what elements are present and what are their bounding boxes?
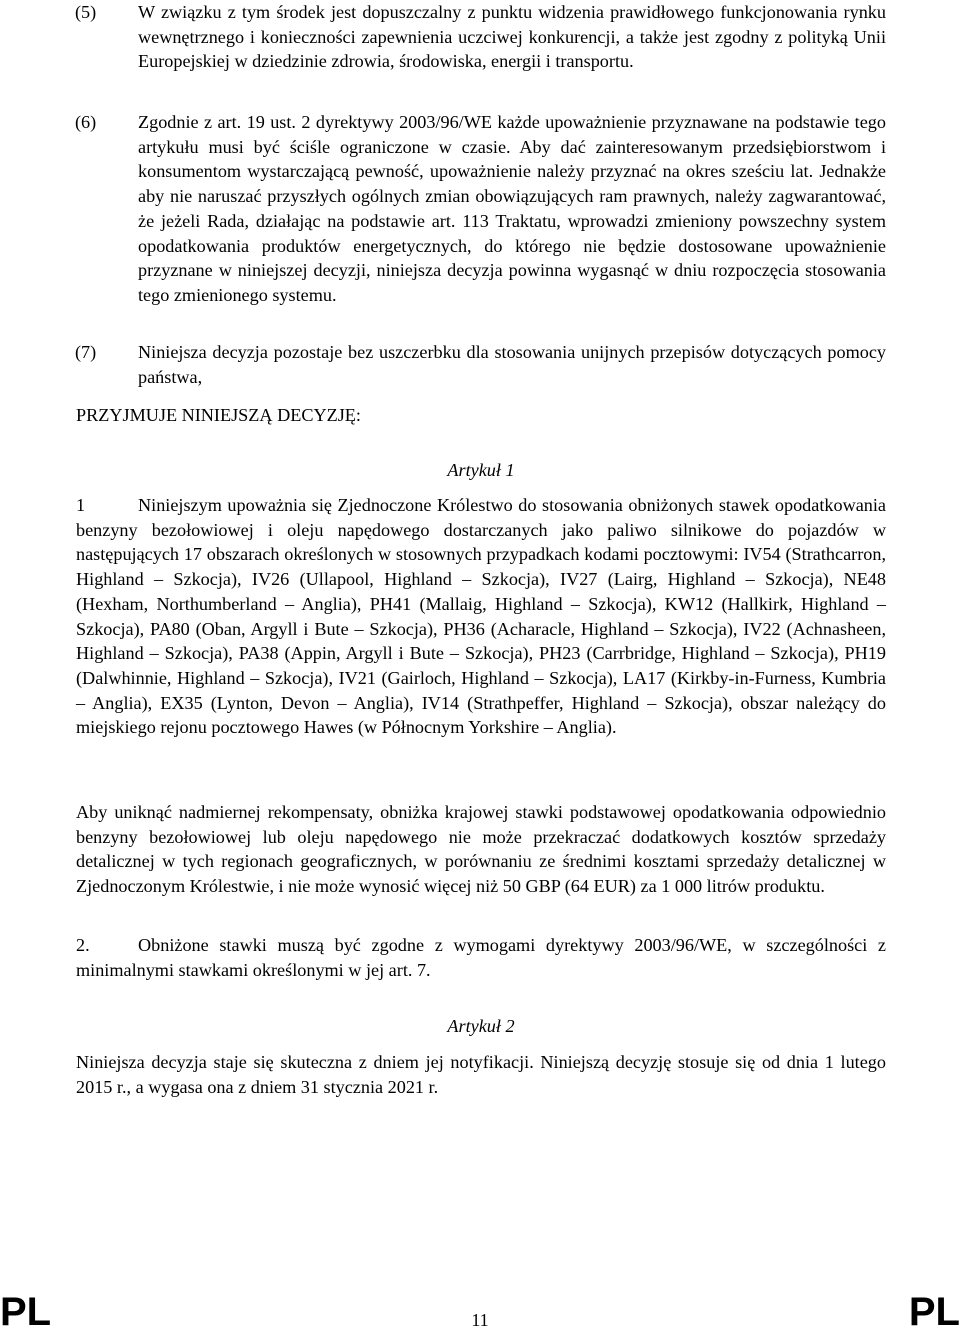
recital-number: (7) xyxy=(75,342,97,362)
adoption-formula: PRZYJMUJE NINIEJSZĄ DECYZJĘ: xyxy=(76,405,361,425)
article-2-title: Artykuł 2 xyxy=(447,1016,515,1036)
paragraph-text: Niniejszym upoważnia się Zjednoczone Królestwo do stosowania obniżonych stawek opodatkowania benzyny bezołowiowej i oleju napędowego dostarczanych jako paliwo silnikowe do pojazdów w następujących 17 obszarach określonych w stosownych przypadkach kodami pocztowymi: IV54 (Strathcarron, Highland – Szkocja), IV26 (Ullapool, Highland – Szkocja), IV27 (Lairg, Highland – Szkocja), NE48 (Hexham, Northumberland – Anglia), PH41 (Mallaig, Highland – Szkocja), KW12 (Hallkirk, Highland – Szkocja), PA80 (Oban, Argyll i Bute – Szkocja), PH36 (Acharacle, Highland – Szkocja), IV22 (Achnasheen, Highland – Szkocja), PA38 (Appin, Argyll i Bute – Szkocja), PH23 (Carrbridge, Highland – Szkocja), PH19 (Dalwhinnie, Highland – Szkocja), IV21 (Gairloch, Highland – Szkocja), LA17 (Kirkby-in-Furness, Kumbria – Anglia), EX35 (Lynton, Devon – Anglia), IV14 (Strathpeffer, Highland – Szkocja), obszar należący do miejskiego rejonu pocztowego Hawes (w Północnym Yorkshire – Anglia). xyxy=(76,495,886,738)
recital-number: (6) xyxy=(75,112,97,132)
language-code-left: PL xyxy=(0,1290,52,1334)
article-1-paragraph-1 xyxy=(76,493,886,740)
article-1-paragraph-1-continued: Aby uniknąć nadmiernej rekompensaty, obniżka krajowej stawki podstawowej opodatkowania odpowiednio benzyny bezołowiowej lub oleju napędowego nie może przekraczać dodatkowych kosztów sprzedaży detalicznej w tych regionach geograficznych, w porównaniu ze średnimi kosztami sprzedaży detalicznej w Zjednoczonym Królestwie, i nie może wynosić więcej niż 50 GBP (64 EUR) za 1 000 litrów produktu. xyxy=(76,802,886,897)
recital-text: W związku z tym środek jest dopuszczalny z punktu widzenia prawidłowego funkcjonowania rynku wewnętrznego i konieczności zapewnienia uczciwej konkurencji, a także jest zgodny z polityką Unii Europejskiej w dziedzinie zdrowia, środowiska, energii i transportu. xyxy=(138,2,886,72)
recital-5 xyxy=(76,0,886,74)
recital-number: (5) xyxy=(75,2,97,22)
language-code-right: PL xyxy=(908,1290,960,1334)
article-2-paragraph: Niniejsza decyzja staje się skuteczna z dniem jej notyfikacji. Niniejszą decyzję stosuje się od dnia 1 lutego 2015 r., a wygasa ona z dniem 31 stycznia 2021 r. xyxy=(76,1052,886,1097)
page-number: 11 xyxy=(471,1310,489,1330)
paragraph-text: Obniżone stawki muszą być zgodne z wymogami dyrektywy 2003/96/WE, w szczególności z minimalnymi stawkami określonymi w jej art. 7. xyxy=(76,935,886,980)
recital-7 xyxy=(76,340,886,389)
recital-text: Niniejsza decyzja pozostaje bez uszczerbku dla stosowania unijnych przepisów dotyczących pomocy państwa, xyxy=(138,342,886,387)
paragraph-number: 1 xyxy=(76,495,86,515)
paragraph-number: 2. xyxy=(76,935,90,955)
article-1-paragraph-2 xyxy=(76,933,886,982)
recital-6 xyxy=(76,110,886,308)
article-1-title: Artykuł 1 xyxy=(447,460,515,480)
recital-text: Zgodnie z art. 19 ust. 2 dyrektywy 2003/96/WE każde upoważnienie przyznawane na podstawie tego artykułu musi być ściśle ograniczone w czasie. Aby dać zainteresowanym przedsiębiorstwom i konsumentom wystarczającą pewność, upoważnienie należy przyznać na okres sześciu lat. Jednakże aby nie naruszać przyszłych ogólnych zmian obowiązujących ram prawnych, należy zagwarantować, że jeżeli Rada, działając na podstawie art. 113 Traktatu, wprowadzi zmieniony powszechny system opodatkowania produktów energetycznych, do którego nie będzie dostosowane upoważnienie przyznane w niniejszej decyzji, niniejsza decyzja powinna wygasnąć w dniu rozpoczęcia stosowania tego zmienionego systemu. xyxy=(138,112,886,305)
